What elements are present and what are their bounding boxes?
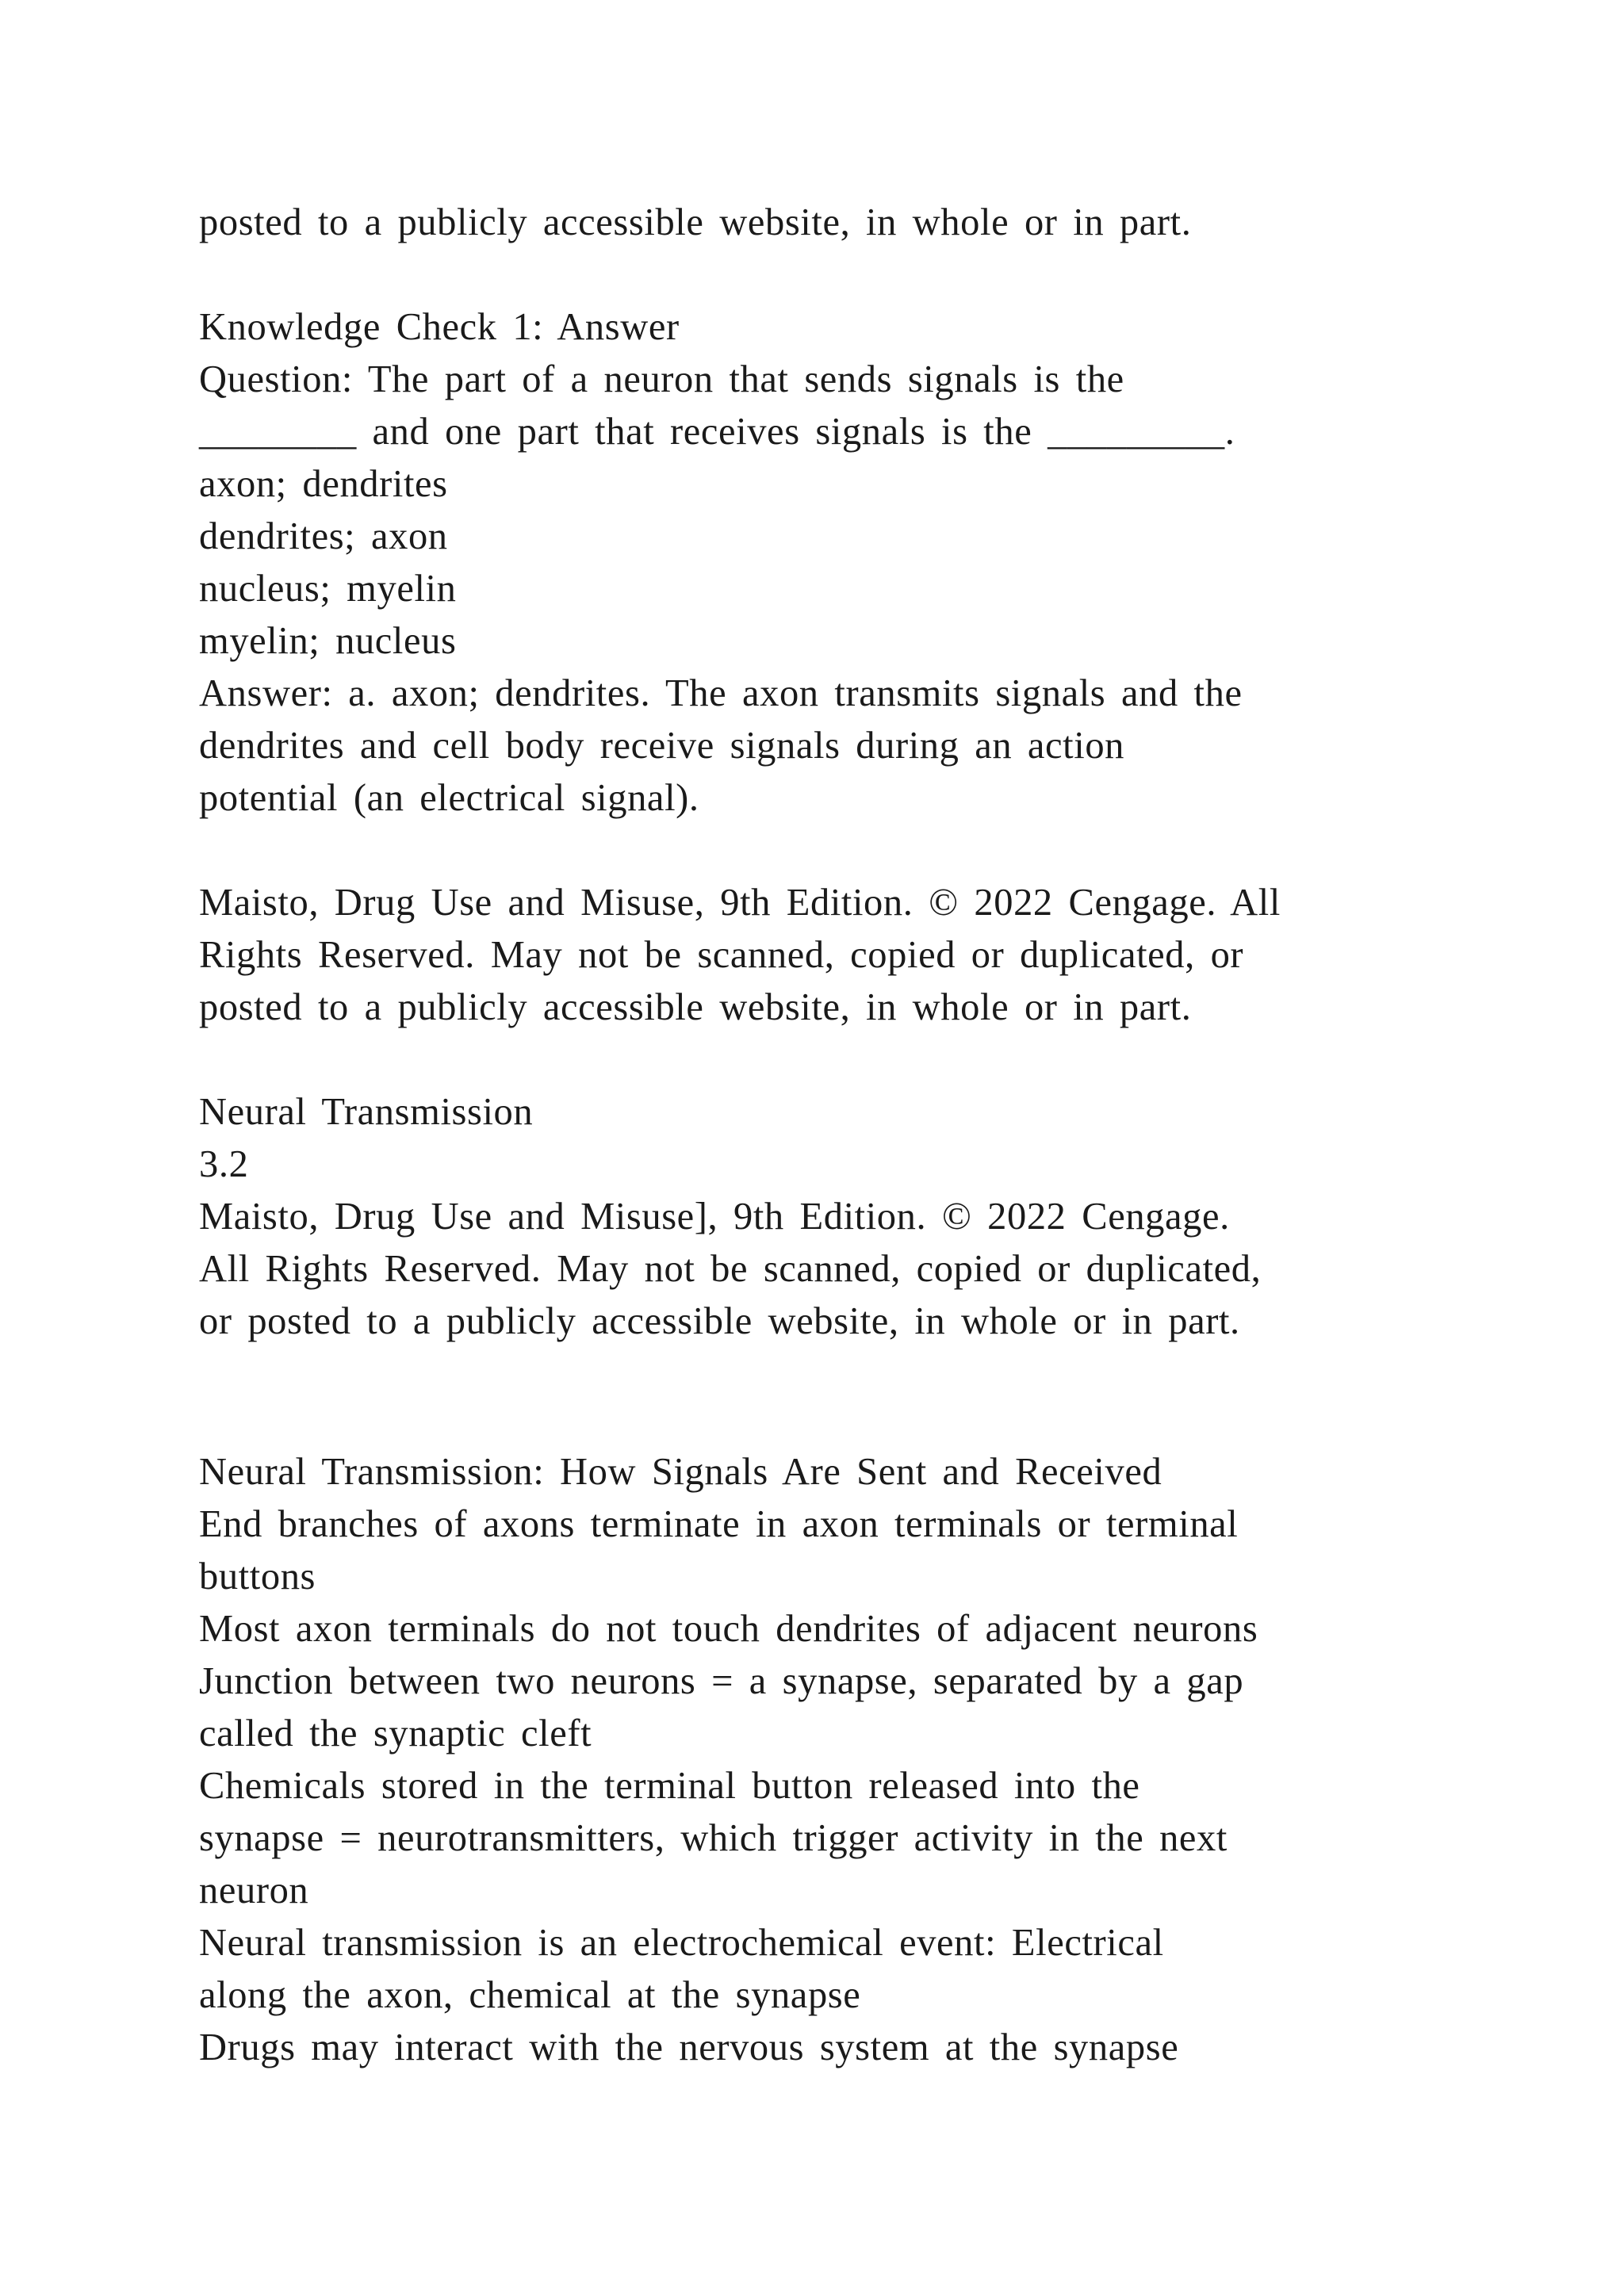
slide-line: along the axon, chemical at the synapse	[199, 1974, 861, 2016]
knowledge-check-heading: Knowledge Check 1: Answer	[199, 306, 680, 348]
document-text	[199, 197, 1547, 2074]
copyright-line: Rights Reserved. May not be scanned, copied or duplicated, or	[199, 934, 1244, 976]
copyright-line: or posted to a publicly accessible website, in whole or in part.	[199, 1300, 1240, 1342]
intro-line: posted to a publicly accessible website, in whole or in part.	[199, 201, 1192, 243]
slide-title: Neural Transmission: How Signals Are Sent and Received	[199, 1451, 1162, 1493]
slide-line: Chemicals stored in the terminal button released into the	[199, 1765, 1140, 1807]
answer-option: myelin; nucleus	[199, 620, 457, 662]
copyright-line: All Rights Reserved. May not be scanned, copied or duplicated,	[199, 1248, 1262, 1290]
slide-line: Drugs may interact with the nervous system at the synapse	[199, 2026, 1179, 2068]
answer-option: axon; dendrites	[199, 463, 448, 505]
answer-line: potential (an electrical signal).	[199, 777, 699, 819]
spacer	[199, 1034, 1547, 1086]
slide-line: called the synaptic cleft	[199, 1712, 592, 1755]
copyright-line: posted to a publicly accessible website, in whole or in part.	[199, 986, 1192, 1028]
slide-line: buttons	[199, 1556, 316, 1598]
answer-line: dendrites and cell body receive signals during an action	[199, 725, 1125, 767]
spacer	[199, 1348, 1547, 1446]
slide-line: synapse = neurotransmitters, which trigger activity in the next	[199, 1817, 1228, 1859]
section-title: Neural Transmission	[199, 1091, 534, 1133]
question-line: Question: The part of a neuron that sends signals is the	[199, 358, 1124, 400]
spacer	[199, 249, 1547, 301]
answer-option: nucleus; myelin	[199, 568, 457, 610]
slide-line: End branches of axons terminate in axon terminals or terminal	[199, 1503, 1239, 1545]
copyright-line: Maisto, Drug Use and Misuse], 9th Edition. © 2022 Cengage.	[199, 1196, 1230, 1238]
section-number: 3.2	[199, 1143, 249, 1185]
slide-line: neuron	[199, 1869, 309, 1911]
answer-line: Answer: a. axon; dendrites. The axon transmits signals and the	[199, 672, 1243, 714]
answer-option: dendrites; axon	[199, 515, 448, 557]
spacer	[199, 825, 1547, 877]
slide-line: Neural transmission is an electrochemical event: Electrical	[199, 1922, 1164, 1964]
slide-line: Most axon terminals do not touch dendrites of adjacent neurons	[199, 1608, 1258, 1650]
question-line: ________ and one part that receives signals is the _________.	[199, 411, 1235, 453]
copyright-line: Maisto, Drug Use and Misuse, 9th Edition. © 2022 Cengage. All	[199, 882, 1281, 924]
slide-line: Junction between two neurons = a synapse, separated by a gap	[199, 1660, 1244, 1702]
